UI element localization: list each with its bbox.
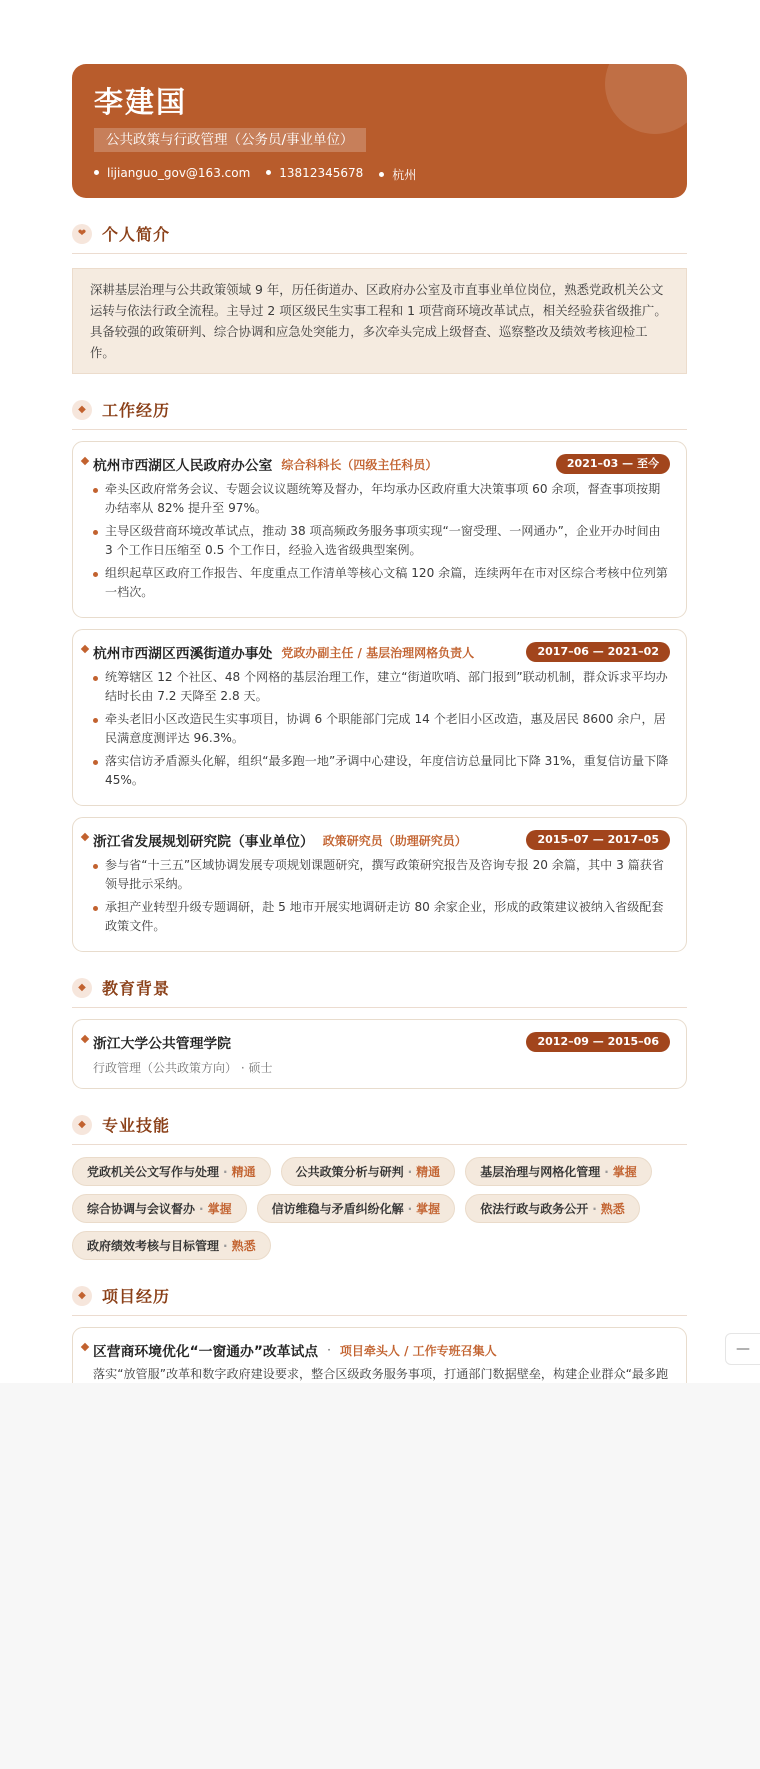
diamond-icon (81, 833, 89, 841)
work-bullets (93, 856, 670, 936)
heart-icon: ❤ (72, 224, 92, 244)
section-title: 个人简介 (102, 225, 171, 244)
skill-list (72, 1157, 687, 1260)
work-bullet: 牵头老旧小区改造民生实事项目，协调 6 个职能部门完成 14 个老旧小区改造，惠及居民 8600 余户，居民满意度测评达 96.3%。 (93, 710, 670, 748)
header-decoration-circle (605, 64, 687, 134)
diamond-icon (81, 1035, 89, 1043)
education-major: 行政管理（公共政策方向） (93, 1061, 238, 1075)
summary-text: 深耕基层治理与公共政策领域 9 年，历任街道办、区政府办公室及市直事业单位岗位，熟悉党政机关公文运转与依法行政全流程。主导过 2 项区级民生实事工程和 1 项营商环境改革试点，相关经验获省级推广。具备较强的政策研判、综合协调和应急处突能力，多次牵头完成上级督查、巡察整改及绩效考核迎检工作。 (72, 268, 687, 374)
skill-tag: 公共政策分析与研判 · 精通 (281, 1157, 456, 1186)
work-bullet: 统筹辖区 12 个社区、48 个网格的基层治理工作，建立“街道吹哨、部门报到”联动机制，群众诉求平均办结时长由 7.2 天降至 2.8 天。 (93, 668, 670, 706)
skill-tag: 依法行政与政务公开 · 熟悉 (465, 1194, 640, 1223)
work-item (72, 817, 687, 952)
diamond-icon: ◆ (72, 1286, 92, 1306)
section-summary-header (72, 214, 687, 254)
resume-header (72, 64, 687, 198)
work-bullet: 参与省“十三五”区域协调发展专项规划课题研究，撰写政策研究报告及咨询专报 20 余篇，其中 3 篇获省领导批示采纳。 (93, 856, 670, 894)
work-role: 党政办副主任 / 基层治理网格负责人 (281, 645, 475, 660)
section-title: 工作经历 (102, 401, 171, 420)
work-org: 杭州市西湖区人民政府办公室 (93, 458, 273, 474)
contact-list (94, 166, 665, 183)
contact-email: lijianguo_gov@163.com (94, 166, 250, 183)
skill-tag: 基层治理与网格化管理 · 掌握 (465, 1157, 652, 1186)
skill-tag: 信访维稳与矛盾纠纷化解 · 掌握 (257, 1194, 456, 1223)
skill-tag: 综合协调与会议督办 · 掌握 (72, 1194, 247, 1223)
render-cutoff-area (0, 1383, 760, 1769)
bullet-dot-icon (379, 172, 384, 177)
work-bullet: 牵头区政府常务会议、专题会议议题统筹及督办，年均承办区政府重大决策事项 60 余项，督查事项按期办结率从 82% 提升至 97%。 (93, 480, 670, 518)
section-skills-header (72, 1105, 687, 1145)
section-title: 专业技能 (102, 1116, 171, 1135)
work-date: 2015–07 — 2017–05 (526, 830, 670, 850)
work-date: 2021–03 — 至今 (556, 454, 670, 474)
education-degree: 硕士 (248, 1061, 273, 1075)
project-item: 区营商环境优化“一窗通办”改革试点 · 项目牵头人 / 工作专班召集人 落实“放管服”改革和数字政府建设要求，整合区级政务服务事项，打通部门数据壁垒，构建企业群众“最多跑 (72, 1327, 687, 1415)
section-title: 教育背景 (102, 979, 171, 998)
section-projects-header (72, 1276, 687, 1316)
work-org: 浙江省发展规划研究院（事业单位） (93, 834, 314, 850)
diamond-icon: ◆ (72, 1115, 92, 1135)
work-bullet: 主导区级营商环境改革试点，推动 38 项高频政务服务事项实现“一窗受理、一网通办”，企业开办时间由 3 个工作日压缩至 0.5 个工作日，经验入选省级典型案例。 (93, 522, 670, 560)
bullet-dot-icon (266, 170, 271, 175)
work-item (72, 441, 687, 618)
diamond-icon (81, 645, 89, 653)
skill-tag: 党政机关公文写作与处理 · 精通 (72, 1157, 271, 1186)
work-org: 杭州市西湖区西溪街道办事处 (93, 646, 273, 662)
work-bullets (93, 668, 670, 790)
work-bullet: 落实信访矛盾源头化解，组织“最多跑一地”矛调中心建设，年度信访总量同比下降 31%，重复信访量下降 45%。 (93, 752, 670, 790)
diamond-icon (81, 1343, 89, 1351)
contact-city: 杭州 (379, 166, 416, 183)
work-role: 综合科科长（四级主任科员） (281, 457, 438, 472)
candidate-name: 李建国 (94, 85, 188, 119)
section-work-header (72, 390, 687, 430)
work-bullet: 组织起草区政府工作报告、年度重点工作清单等核心文稿 120 余篇，连续两年在市对区综合考核中位列第一档次。 (93, 564, 670, 602)
work-item (72, 629, 687, 806)
education-date: 2012–09 — 2015–06 (526, 1032, 670, 1052)
project-role: 项目牵头人 / 工作专班召集人 (339, 1343, 497, 1358)
job-title: 公共政策与行政管理（公务员/事业单位） (94, 128, 366, 152)
work-bullets (93, 480, 670, 602)
work-date: 2017–06 — 2021–02 (526, 642, 670, 662)
education-detail: 行政管理（公共政策方向） · 硕士 (93, 1061, 273, 1075)
section-education-header (72, 968, 687, 1008)
project-name: 区营商环境优化“一窗通办”改革试点 (93, 1344, 319, 1360)
diamond-icon: ◆ (72, 978, 92, 998)
bullet-dot-icon (94, 170, 99, 175)
school-name: 浙江大学公共管理学院 (93, 1036, 231, 1052)
work-role: 政策研究员（助理研究员） (322, 833, 467, 848)
work-bullet: 承担产业转型升级专题调研，赴 5 地市开展实地调研走访 80 余家企业，形成的政策建议被纳入省级配套政策文件。 (93, 898, 670, 936)
education-item (72, 1019, 687, 1089)
skill-tag: 政府绩效考核与目标管理 · 熟悉 (72, 1231, 271, 1260)
resume (72, 64, 687, 1415)
diamond-icon: ◆ (72, 400, 92, 420)
project-description: 落实“放管服”改革和数字政府建设要求，整合区级政务服务事项，打通部门数据壁垒，构建企业群众“最多跑 (93, 1367, 669, 1381)
minus-icon[interactable]: — (725, 1333, 760, 1365)
section-title: 项目经历 (102, 1287, 171, 1306)
diamond-icon (81, 457, 89, 465)
contact-phone: 13812345678 (266, 166, 363, 183)
